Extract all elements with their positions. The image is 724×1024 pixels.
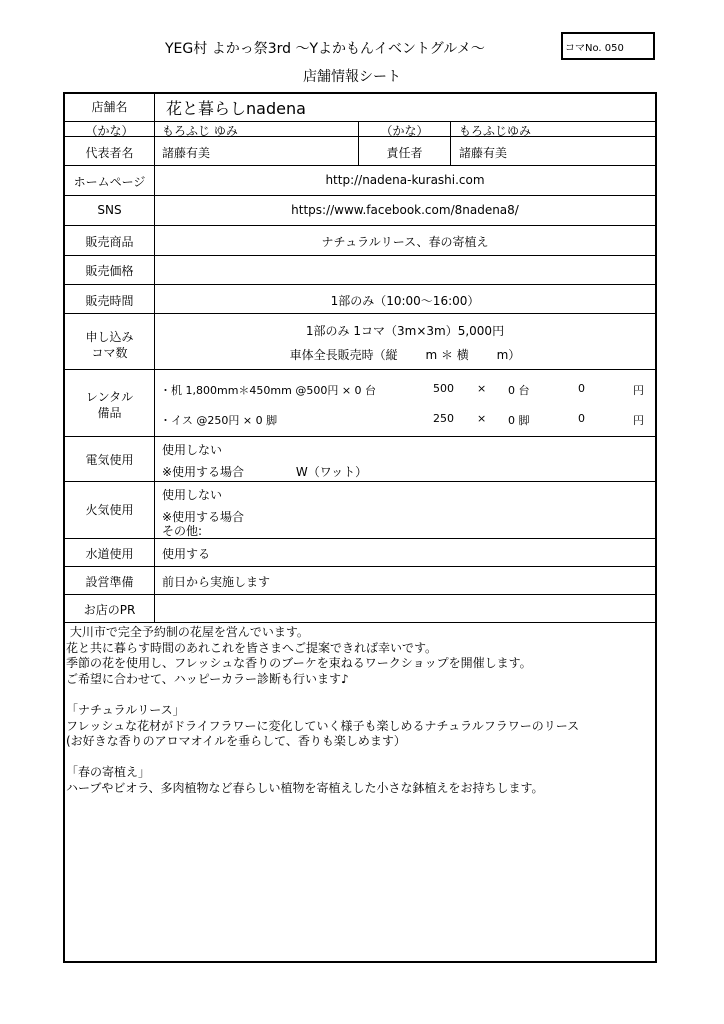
rental-desk-line: ・机 1,800mm＊450mm @500円 × 0 台 [160, 384, 377, 397]
water-value: 使用する [162, 547, 211, 561]
products-label: 販売商品 [85, 235, 134, 249]
rental-chair-yen: 円 [633, 414, 644, 427]
elec-value-1: 使用しない [162, 443, 223, 457]
rental-chair-line: ・イス @250円 × 0 脚 [160, 414, 278, 427]
apply-label-2: コマ数 [91, 346, 128, 360]
rental-desk-times: × [477, 382, 487, 395]
rental-label-1: レンタル [85, 390, 134, 404]
apply-label-1: 申し込み [85, 330, 134, 344]
hours-value: 1部のみ（10:00〜16:00） [330, 294, 480, 308]
resp-kana-label: （かな） [380, 124, 429, 138]
pr-label: お店のPR [83, 603, 136, 617]
sns-label: SNS [97, 203, 122, 217]
rental-chair-qty: 0 脚 [508, 414, 530, 427]
koma-number-box: コマNo. 050 [561, 32, 655, 60]
rental-chair-total: 0 [578, 412, 585, 425]
rep-kana-label: （かな） [85, 124, 134, 138]
resp-name-value: 諸藤有美 [459, 146, 508, 160]
fire-value-3: その他: [162, 524, 203, 538]
rental-desk-total: 0 [578, 382, 585, 395]
homepage-value: http://nadena-kurashi.com [325, 173, 485, 187]
rental-chair-unit: 250 [433, 412, 454, 425]
apply-value-2: 車体全長販売時（縦 m ＊ 横 m） [289, 348, 521, 362]
rep-name-value: 諸藤有美 [162, 146, 211, 160]
rental-desk-unit: 500 [433, 382, 454, 395]
sheet-title: YEG村 よかっ祭3rd 〜Yよかもんイベントグルメ〜 [165, 41, 485, 57]
fire-label: 火気使用 [85, 503, 134, 517]
rental-desk-yen: 円 [633, 384, 644, 397]
rental-label-2: 備品 [97, 406, 122, 420]
fire-value-1: 使用しない [162, 488, 223, 502]
products-value: ナチュラルリース、春の寄植え [321, 235, 489, 249]
shop-name-label: 店舗名 [91, 100, 128, 114]
setup-label: 設営準備 [85, 575, 134, 589]
price-label: 販売価格 [85, 264, 134, 278]
sheet-subtitle: 店舗情報シート [303, 69, 401, 85]
rental-desk-qty: 0 台 [508, 384, 530, 397]
rep-name-label: 代表者名 [85, 146, 134, 160]
elec-value-2: ※使用する場合 W（ワット） [162, 465, 368, 479]
sns-value: https://www.facebook.com/8nadena8/ [291, 203, 519, 217]
water-label: 水道使用 [85, 547, 134, 561]
fire-value-2: ※使用する場合 [162, 510, 245, 524]
apply-value-1: 1部のみ 1コマ（3m×3m）5,000円 [305, 324, 505, 338]
rental-chair-times: × [477, 412, 487, 425]
resp-name-label: 責任者 [386, 146, 423, 160]
elec-label: 電気使用 [85, 453, 134, 467]
rep-kana-value: もろふじ ゆみ [162, 124, 238, 138]
homepage-label: ホームページ [73, 175, 146, 189]
resp-kana-value: もろふじゆみ [459, 124, 532, 138]
shop-name-value: 花と暮らしnadena [166, 99, 306, 118]
pr-text: 大川市で完全予約制の花屋を営んでいます。 花と共に暮らす時間のあれこれを皆さまへご提案できれば幸いです。 季節の花を使用し、フレッシュな香りのブーケを束ねるワークショップを開催します。 ご希望に合わせて、ハッピーカラー診断も行います♪ 「ナチュラルリース」 フレッシュな花材がドライフラワーに変化していく様子も楽しめるナチュラルフラワーのリース (お好きな香りのアロマオイルを垂らして、香りも楽しめます） 「春の寄植え」 ハーブやビオラ、多肉植物など春らしい植物を寄植えした小さな鉢植えをお持ちします。 [66, 625, 580, 795]
hours-label: 販売時間 [85, 294, 134, 308]
setup-value: 前日から実施します [162, 575, 271, 589]
